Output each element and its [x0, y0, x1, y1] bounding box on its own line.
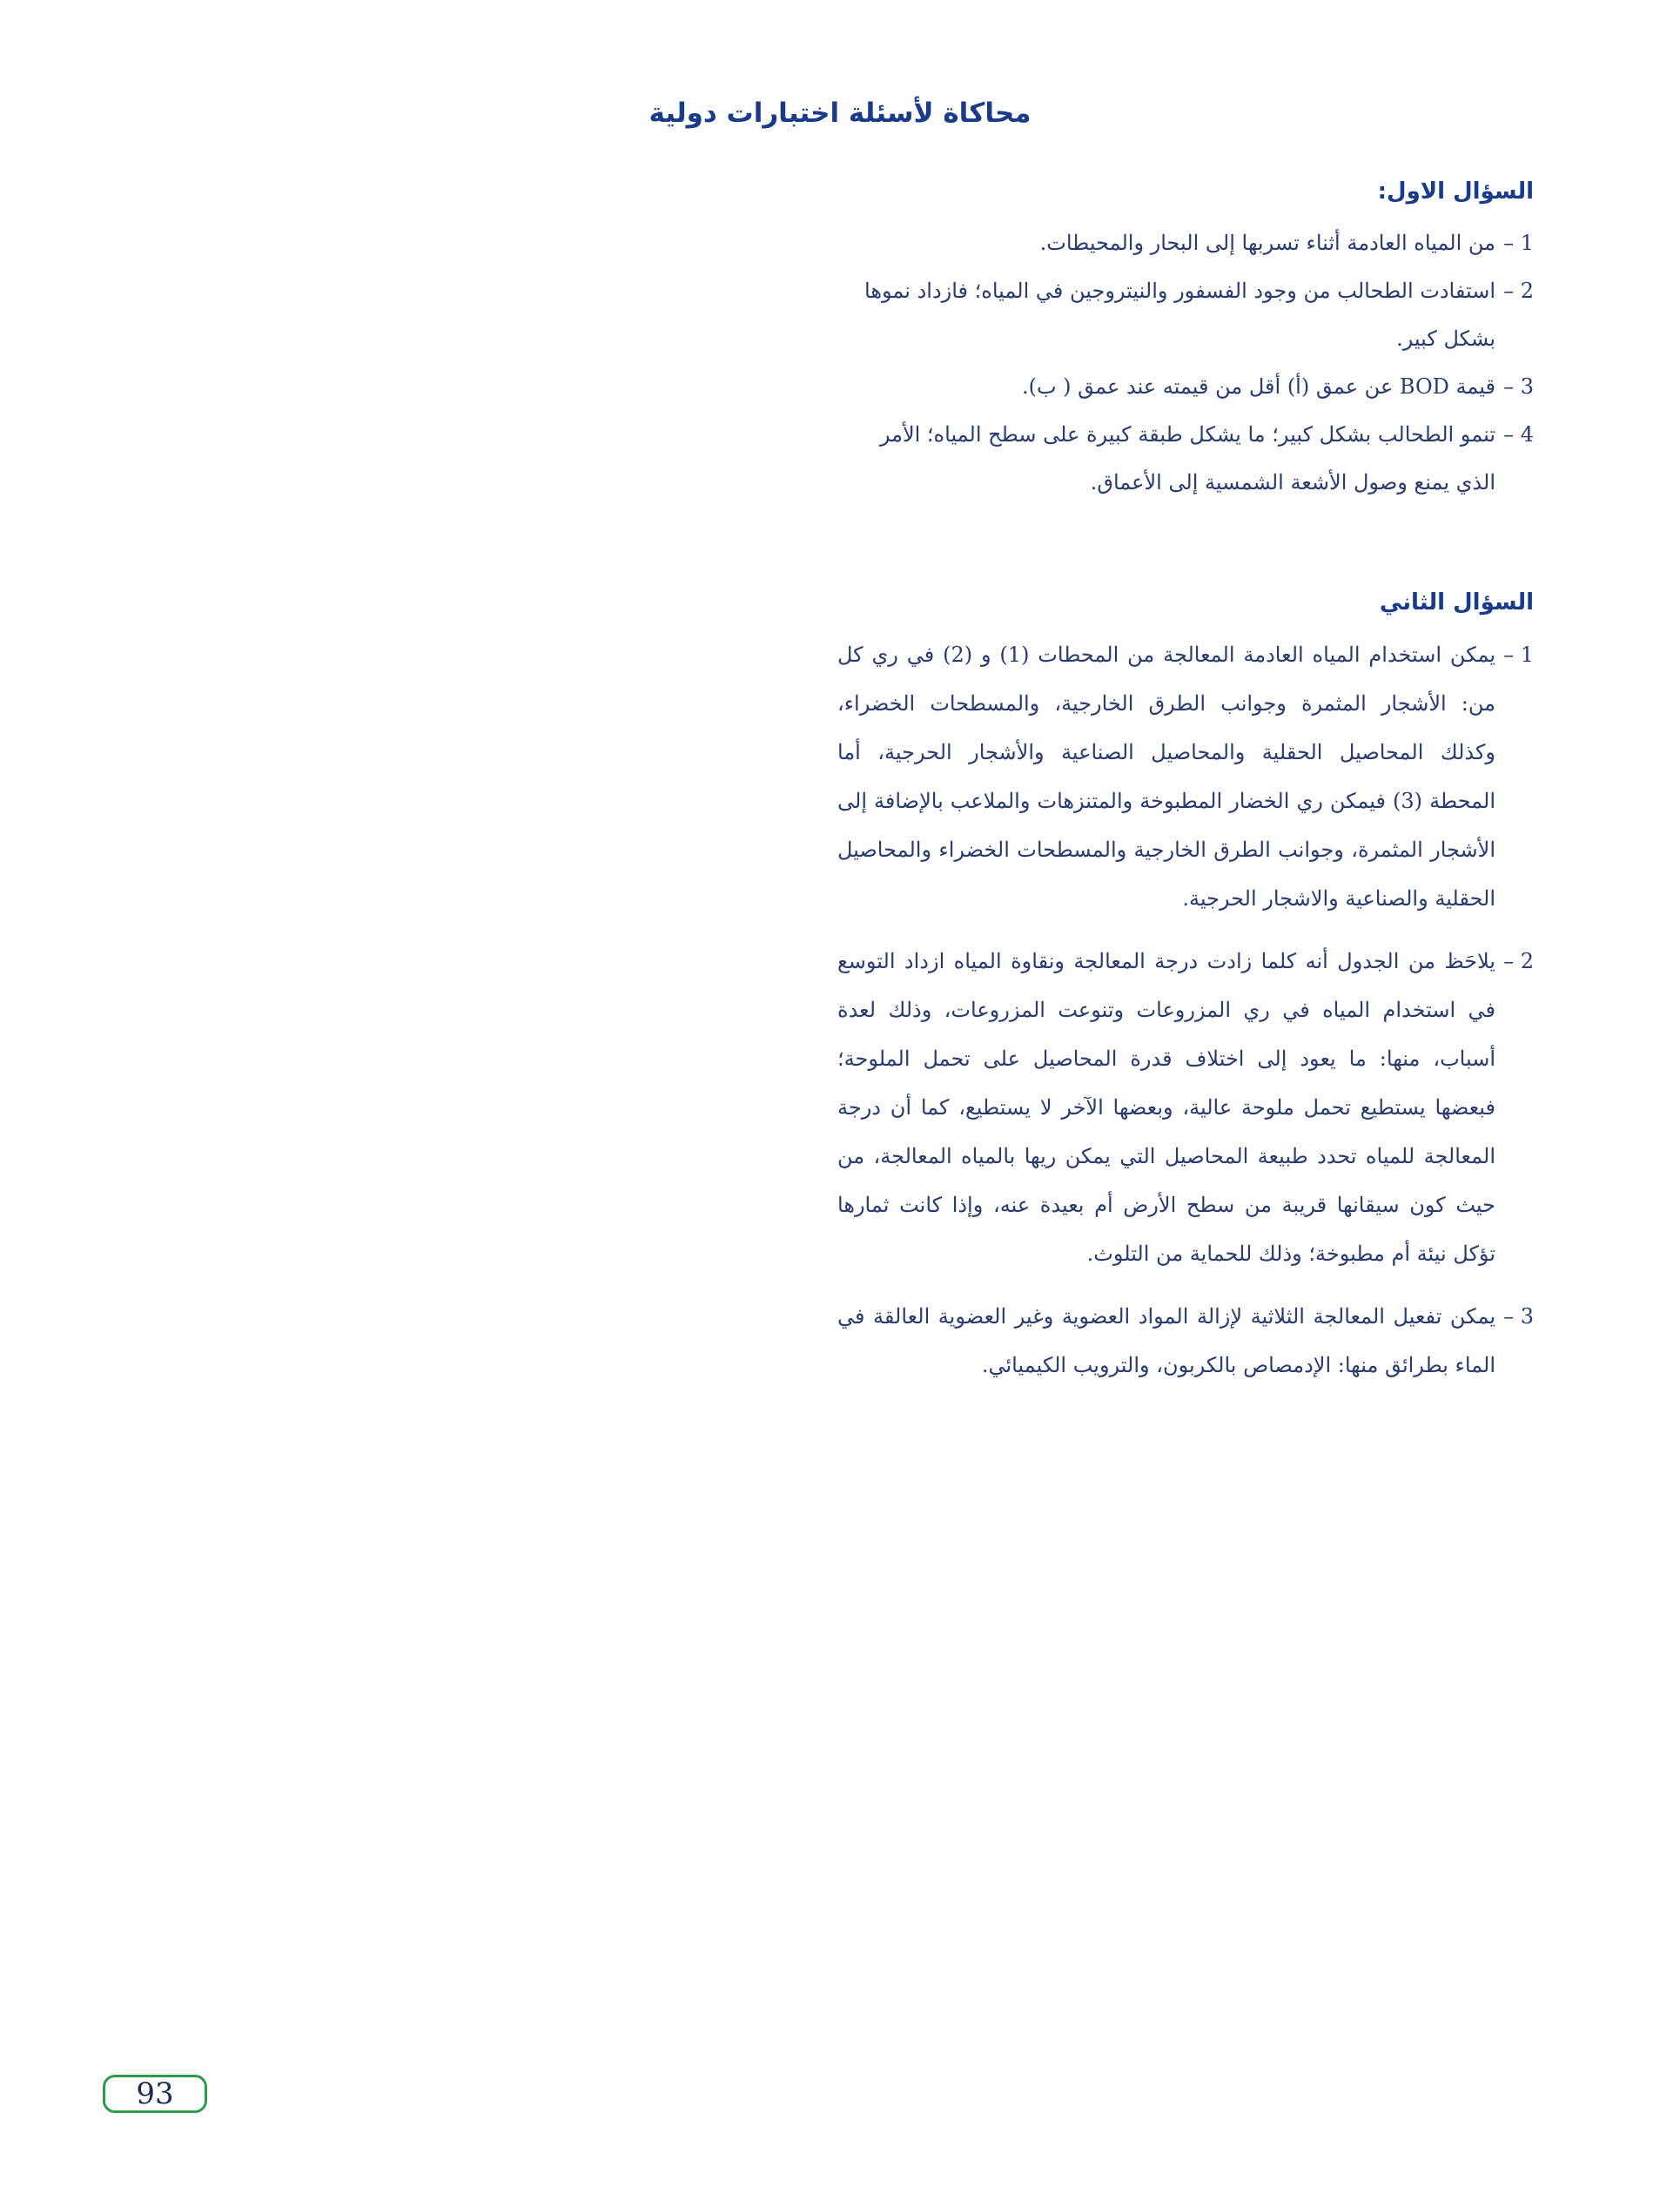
question-2-item-3	[837, 1292, 1534, 1390]
item-text: قيمة BOD عن عمق (أ) أقل من قيمته عند عمق ( ب).	[1021, 374, 1495, 399]
item-number: 2 –	[1503, 949, 1534, 973]
item-text: يلاحَظ من الجدول أنه كلما زادت درجة المعالجة ونقاوة المياه ازداد التوسع في استخدام المياه في ري المزروعات وتنوعت المزروعات، وذلك لعدة أسباب، منها: ما يعود إلى اختلاف قدرة المحاصيل على تحمل الملوحة؛ فبعضها يستطيع تحمل ملوحة عالية، وبعضها الآخر لا يستطيع، كما أن درجة المعالجة للمياه تحدد طبيعة المحاصيل التي يمكن ريها بالمياه المعالجة، من حيث كون سيقانها قريبة من سطح الأرض أم بعيدة عنه، وإذا كانت ثمارها تؤكل نيئة أم مطبوخة؛ وذلك للحماية من التلوث.	[837, 949, 1495, 1266]
item-text: استفادت الطحالب من وجود الفسفور والنيتروجين في المياه؛ فازداد نموها بشكل كبير.	[864, 279, 1495, 351]
item-text: يمكن تفعيل المعالجة الثلاثية لإزالة المواد العضوية وغير العضوية العالقة في الماء بطرائق منها: الإدمصاص بالكربون، والترويب الكيميائي.	[837, 1304, 1495, 1377]
answers-content	[837, 165, 1534, 1390]
question-1-item-1	[837, 219, 1534, 267]
question-1-item-4	[837, 411, 1534, 507]
question-1-item-3	[837, 363, 1534, 411]
question-1-item-2	[837, 267, 1534, 363]
item-number: 4 –	[1503, 422, 1534, 447]
item-text: تنمو الطحالب بشكل كبير؛ ما يشكل طبقة كبيرة على سطح المياه؛ الأمر الذي يمنع وصول الأشعة الشمسية إلى الأعماق.	[879, 422, 1495, 495]
question-1-heading: السؤال الاول:	[1377, 178, 1534, 205]
item-number: 3 –	[1503, 1304, 1534, 1329]
question-2-section	[837, 583, 1534, 1390]
question-2-item-2	[837, 937, 1534, 1278]
item-text: من المياه العادمة أثناء تسربها إلى البحار والمحيطات.	[1039, 231, 1495, 255]
question-1-section	[837, 172, 1534, 507]
item-text: يمكن استخدام المياه العادمة المعالجة من المحطات (1) و (2) في ري كل من: الأشجار المثمرة وجوانب الطرق الخارجية، والمسطحات الخضراء، وكذلك المحاصيل الحقلية والمحاصيل الصناعية والأشجار الحرجية، أما المحطة (3) فيمكن ري الخضار المطبوخة والمتنزهات والملاعب بالإضافة إلى الأشجار المثمرة، وجوانب الطرق الخارجية والمسطحات الخضراء والمحاصيل الحقلية والصناعية والاشجار الحرجية.	[837, 643, 1495, 911]
item-number: 3 –	[1503, 374, 1534, 399]
question-2-heading: السؤال الثاني	[1379, 589, 1534, 616]
question-2-item-1	[837, 630, 1534, 923]
page-number: 93	[103, 2075, 207, 2113]
item-number: 1 –	[1503, 643, 1534, 667]
page-title: محاكاة لأسئلة اختبارات دولية	[648, 98, 1032, 129]
item-number: 1 –	[1503, 231, 1534, 255]
item-number: 2 –	[1503, 279, 1534, 303]
